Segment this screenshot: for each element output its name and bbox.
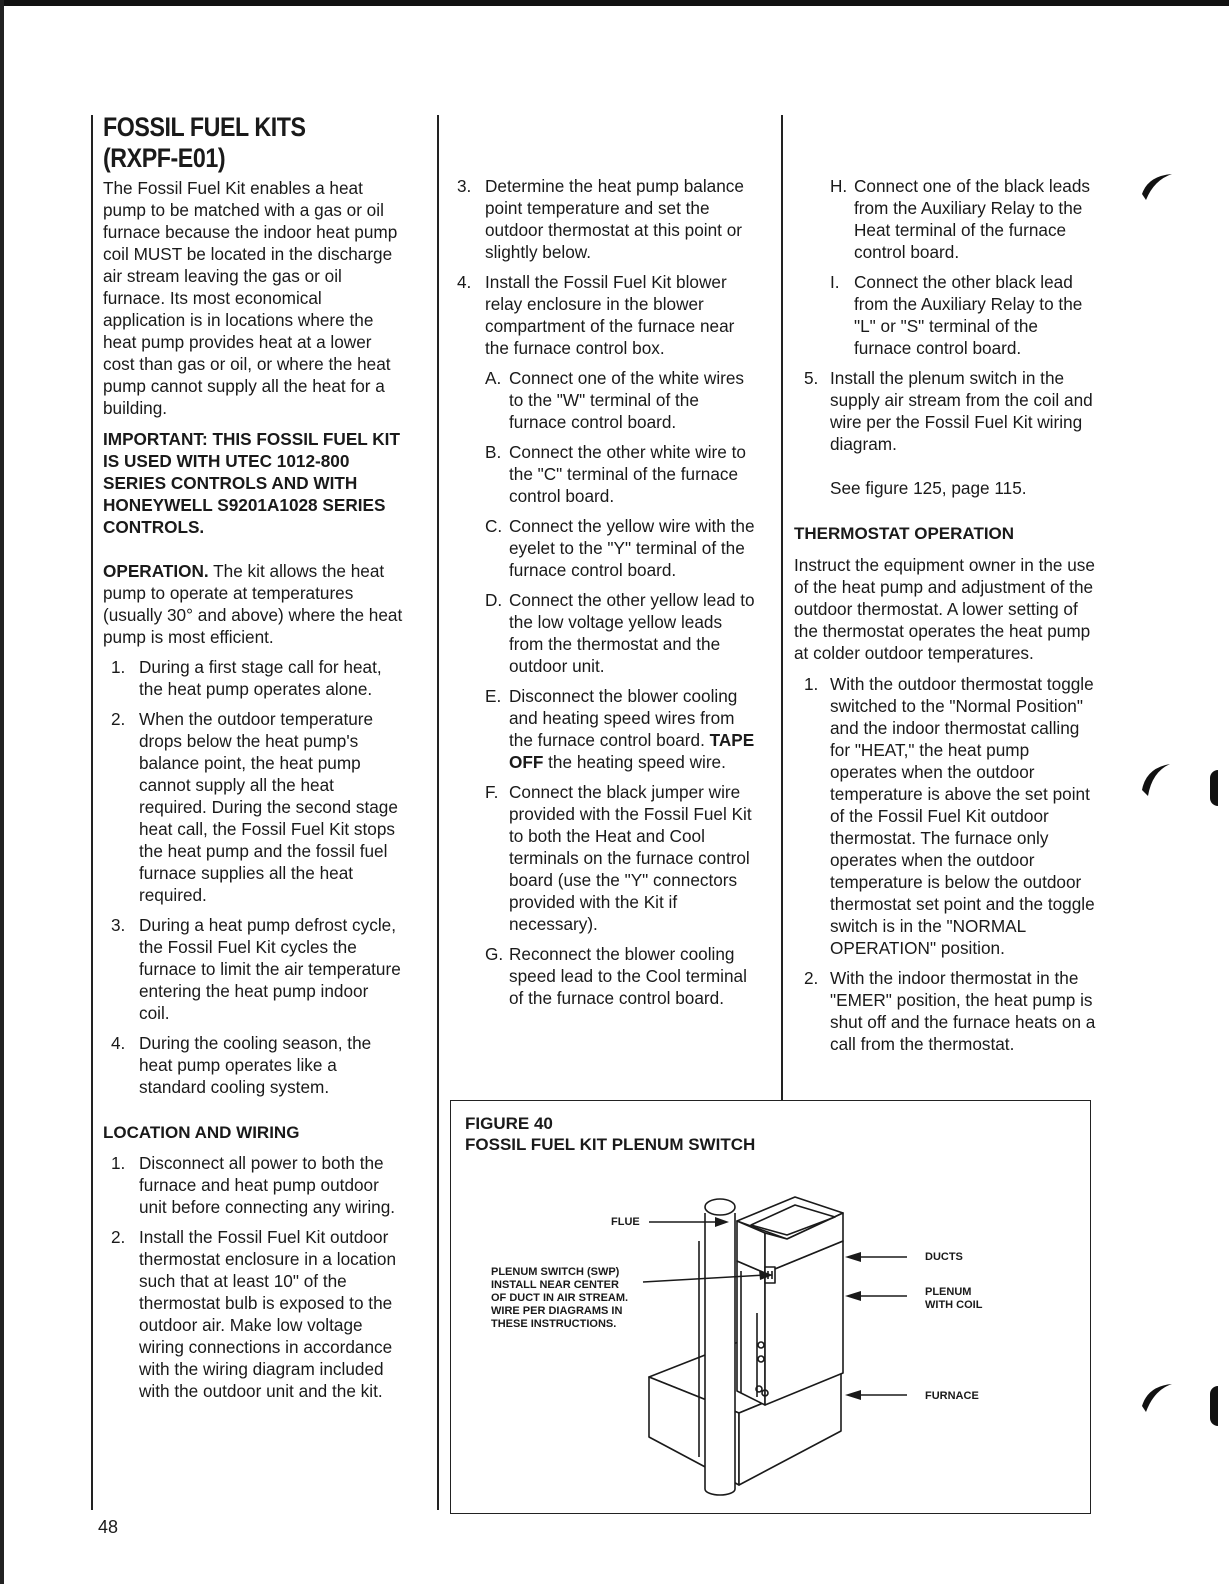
figure-40 bbox=[450, 1100, 1091, 1514]
ducts-arrowhead bbox=[845, 1252, 861, 1262]
column-3 bbox=[794, 175, 1099, 1063]
list-item: 1. With the outdoor thermostat toggle switched to the "Normal Position" and the indoor thermostat calling for "HEAT," the heat pump operates when the outdoor temperature is above the set point of the Fossil Fuel Kit outdoor thermostat. The furnace only operates when the outdoor temperature is below the outdoor thermostat set point and the toggle switch is in the "NORMAL OPERATION" position. bbox=[804, 674, 1095, 958]
list-item: D. Connect the other yellow lead to the low voltage yellow leads from the thermostat and the outdoor unit. bbox=[485, 590, 755, 676]
flue-top bbox=[705, 1199, 735, 1215]
column-1 bbox=[103, 112, 403, 1410]
operation-text: The kit allows the heat pump to operate at temperatures (usually 30° and above) where the heat pump is most efficient. bbox=[103, 561, 403, 647]
intro-paragraph: The Fossil Fuel Kit enables a heat pump to be matched with a gas or oil furnace because the indoor heat pump coil MUST be located in the discharge air stream leaving the gas or oil furnace. Its most economical application is in locations where the heat pump provides heat at a lower cost than gas or oil, or where the heat pump cannot supply all the heat for a building. bbox=[103, 178, 398, 418]
flue-label: FLUE bbox=[611, 1216, 640, 1228]
see-figure-note: See figure 125, page 115. bbox=[830, 478, 1027, 498]
list-item: B. Connect the other white wire to the "C" terminal of the furnace control board. bbox=[485, 442, 746, 506]
list-item: 1. During a first stage call for heat, the heat pump operates alone. bbox=[111, 657, 382, 699]
list-item: 2. When the outdoor temperature drops below the heat pump's balance point, the heat pump cannot supply all the heat required. During the second stage heat call, the Fossil Fuel Kit stops the heat pump and the fossil fuel furnace supplies all the heat required. bbox=[111, 709, 398, 905]
operation-steps bbox=[103, 656, 403, 1098]
figure-caption: FOSSIL FUEL KIT PLENUM SWITCH bbox=[465, 1135, 756, 1154]
install-substeps bbox=[485, 367, 756, 1009]
list-item: A. Connect one of the white wires to the "W" terminal of the furnace control board. bbox=[485, 368, 745, 432]
binder-hole-mark-3 bbox=[1138, 1380, 1178, 1420]
relay-substeps bbox=[830, 175, 1099, 359]
list-item: G. Reconnect the blower cooling speed lead to the Cool terminal of the furnace control board. bbox=[485, 944, 747, 1008]
step-5 bbox=[794, 367, 1099, 455]
thermostat-steps bbox=[794, 673, 1099, 1055]
list-item: C. Connect the yellow wire with the eyelet to the "Y" terminal of the furnace control board. bbox=[485, 516, 755, 580]
page-subtitle: (RXPF-E01) bbox=[103, 143, 226, 173]
column-2 bbox=[451, 175, 756, 1017]
list-item: 4. Install the Fossil Fuel Kit blower relay enclosure in the blower compartment of the furnace near the furnace control box. bbox=[457, 272, 735, 358]
column-rule-right bbox=[781, 115, 783, 1100]
scan-top-border bbox=[0, 0, 1229, 6]
operation-paragraph bbox=[103, 560, 403, 648]
furnace-arrowhead bbox=[845, 1390, 861, 1400]
list-item: 4. During the cooling season, the heat pump operates like a standard cooling system. bbox=[111, 1033, 372, 1097]
list-item: 2. With the indoor thermostat in the "EMER" position, the heat pump is shut off and the furnace heats on a call from the thermostat. bbox=[804, 968, 1096, 1054]
binder-hole-mark-1 bbox=[1138, 170, 1178, 210]
page-number: 48 bbox=[98, 1517, 119, 1537]
plenum-arrowhead bbox=[845, 1291, 861, 1301]
list-item: 3. Determine the heat pump balance point temperature and set the outdoor thermostat at this point or slightly below. bbox=[457, 176, 744, 262]
list-item: 3. During a heat pump defrost cycle, the Fossil Fuel Kit cycles the furnace to limit the air temperature entering the heat pump indoor coil. bbox=[111, 915, 401, 1023]
figure-number: FIGURE 40 bbox=[465, 1114, 553, 1133]
location-heading: LOCATION AND WIRING bbox=[103, 1123, 300, 1142]
binder-hole-mark-2 bbox=[1138, 760, 1178, 804]
edge-mark-3 bbox=[1210, 1386, 1218, 1426]
list-item: 1. Disconnect all power to both the furnace and heat pump outdoor unit before connecting any wiring. bbox=[111, 1153, 396, 1217]
install-steps bbox=[451, 175, 756, 359]
operation-label: OPERATION. bbox=[103, 561, 209, 581]
list-item: E. Disconnect the blower cooling and heating speed wires from the furnace control board. TAPE OFF the heating speed wire. bbox=[485, 686, 755, 772]
edge-mark-2 bbox=[1210, 770, 1218, 806]
page-title: FOSSIL FUEL KITS bbox=[103, 112, 306, 142]
plenum-coil-label: PLENUM WITH COIL bbox=[925, 1286, 983, 1311]
ducts-label: DUCTS bbox=[925, 1251, 963, 1263]
column-rule-left bbox=[91, 115, 93, 1510]
important-notice: IMPORTANT: THIS FOSSIL FUEL KIT IS USED WITH UTEC 1012-800 SERIES CONTROLS AND WITH HONEYWELL S9201A1028 SERIES CONTROLS. bbox=[103, 429, 400, 537]
thermostat-intro: Instruct the equipment owner in the use of the heat pump and adjustment of the outdoor thermostat. A lower setting of the thermostat operates the heat pump at colder outdoor temperatures. bbox=[794, 555, 1095, 663]
list-item: 2. Install the Fossil Fuel Kit outdoor thermostat enclosure in a location such that at least 10" of the thermostat bulb is exposed to the outdoor air. Make low voltage wiring connections in accordance with the wiring diagram included with the outdoor unit and the kit. bbox=[111, 1227, 396, 1401]
plenum-switch-label: PLENUM SWITCH (SWP) INSTALL NEAR CENTER OF DUCT IN AIR STREAM. WIRE PER DIAGRAMS IN THESE INSTRUCTIONS. bbox=[491, 1266, 629, 1330]
thermostat-heading: THERMOSTAT OPERATION bbox=[794, 524, 1015, 543]
list-item: H. Connect one of the black leads from the Auxiliary Relay to the Heat terminal of the furnace control board. bbox=[830, 176, 1091, 262]
column-rule-middle bbox=[437, 115, 439, 1510]
furnace-label: FURNACE bbox=[925, 1390, 979, 1402]
location-steps bbox=[103, 1152, 403, 1402]
list-item: I. Connect the other black lead from the Auxiliary Relay to the "L" or "S" terminal of the furnace control board. bbox=[830, 272, 1083, 358]
scan-left-border bbox=[0, 0, 4, 1584]
list-item: F. Connect the black jumper wire provided with the Fossil Fuel Kit to both the Heat and Cool terminals on the furnace control board (use the "Y" connectors provided with the Kit if necessary). bbox=[485, 782, 752, 934]
list-item: 5. Install the plenum switch in the supply air stream from the coil and wire per the Fossil Fuel Kit wiring diagram. bbox=[804, 368, 1093, 454]
flue-pipe bbox=[705, 1213, 735, 1495]
